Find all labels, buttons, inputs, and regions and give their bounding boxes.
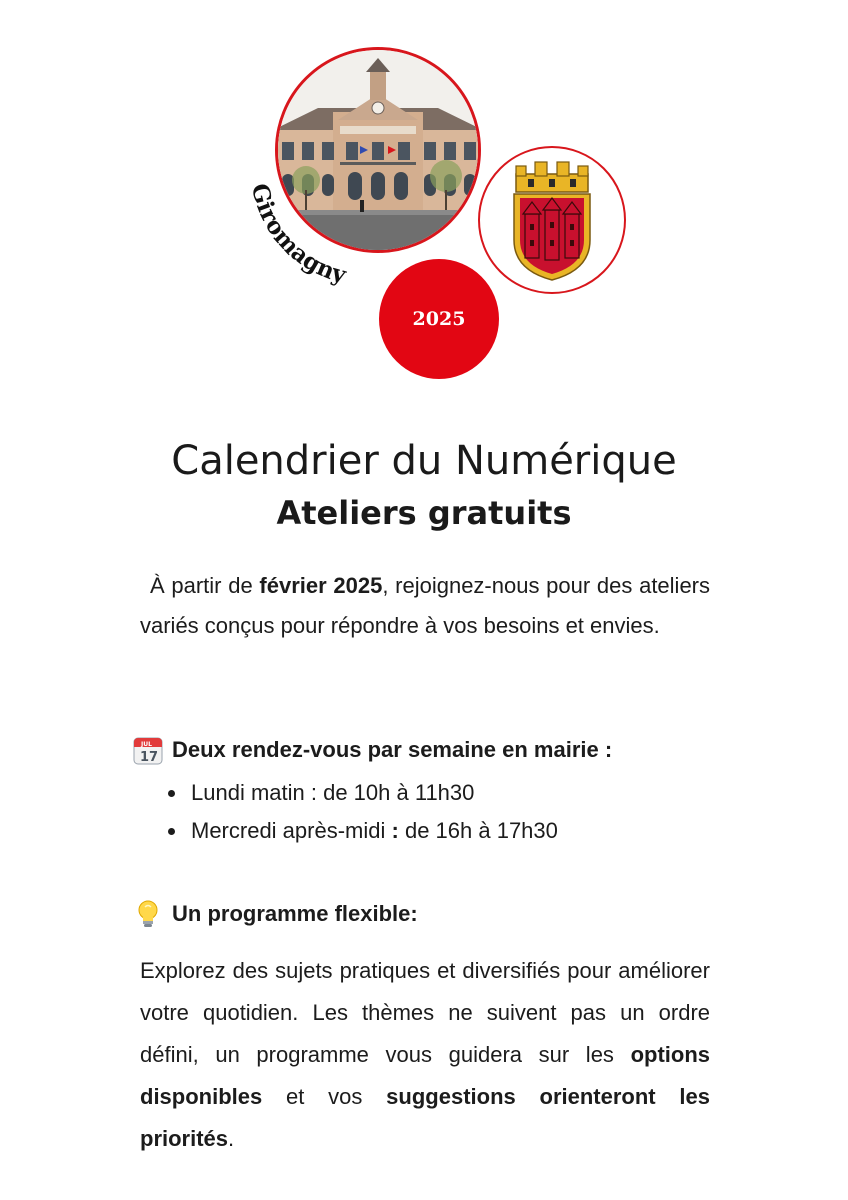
program-heading-text: Un programme flexible: [172,901,418,926]
program-emphasis: options disponibles [140,1042,710,1109]
program-heading [132,898,418,930]
bullet [168,790,175,797]
intro-rest: , rejoignez-nous pour des ateliers variés conçus pour répondre à vos besoins et envies. [140,573,711,638]
schedule-heading-text: Deux rendez-vous par semaine en mairie : [172,737,613,762]
intro-date: février 2025 [259,573,383,598]
program-paragraph [140,950,710,1160]
coat-of-arms [478,146,626,294]
schedule-sep: : [385,818,405,843]
intro-lead: À partir de [150,573,260,598]
schedule-heading [132,734,612,766]
year-badge [379,259,499,379]
list-item [168,812,558,850]
schedule-list [168,774,558,850]
svg-text:Giromagny [246,181,350,289]
program-emphasis: suggestions orienteront les priorités [140,1084,710,1151]
town-name: Giromagny [245,180,349,289]
schedule-time: de 16h à 17h30 [404,818,558,843]
bullet [168,828,175,835]
intro-paragraph [140,566,710,646]
page-subtitle: Ateliers gratuits [276,494,572,532]
program-text: . [228,1126,235,1151]
header-graphic [0,0,848,400]
svg-text:JUL: JUL [141,741,152,748]
svg-text:17: 17 [140,750,159,765]
schedule-time: de 10h à 11h30 [323,780,475,805]
schedule-day: Lundi matin [191,780,305,805]
page-title: Calendrier du Numérique [171,438,677,484]
lightbulb-icon [132,898,164,930]
program-text: Explorez des sujets pratiques et diversifiés pour améliorer votre quotidien. Les thèmes ne suivent pas un ordre défini, un programme vous guidera sur les [140,958,710,1067]
schedule-day: Mercredi après-midi [191,818,386,843]
list-item [168,774,558,812]
year-label: 2025 [412,308,466,330]
calendar-icon [132,734,164,766]
schedule-sep: : [304,780,324,805]
program-text: et vos [262,1084,387,1109]
